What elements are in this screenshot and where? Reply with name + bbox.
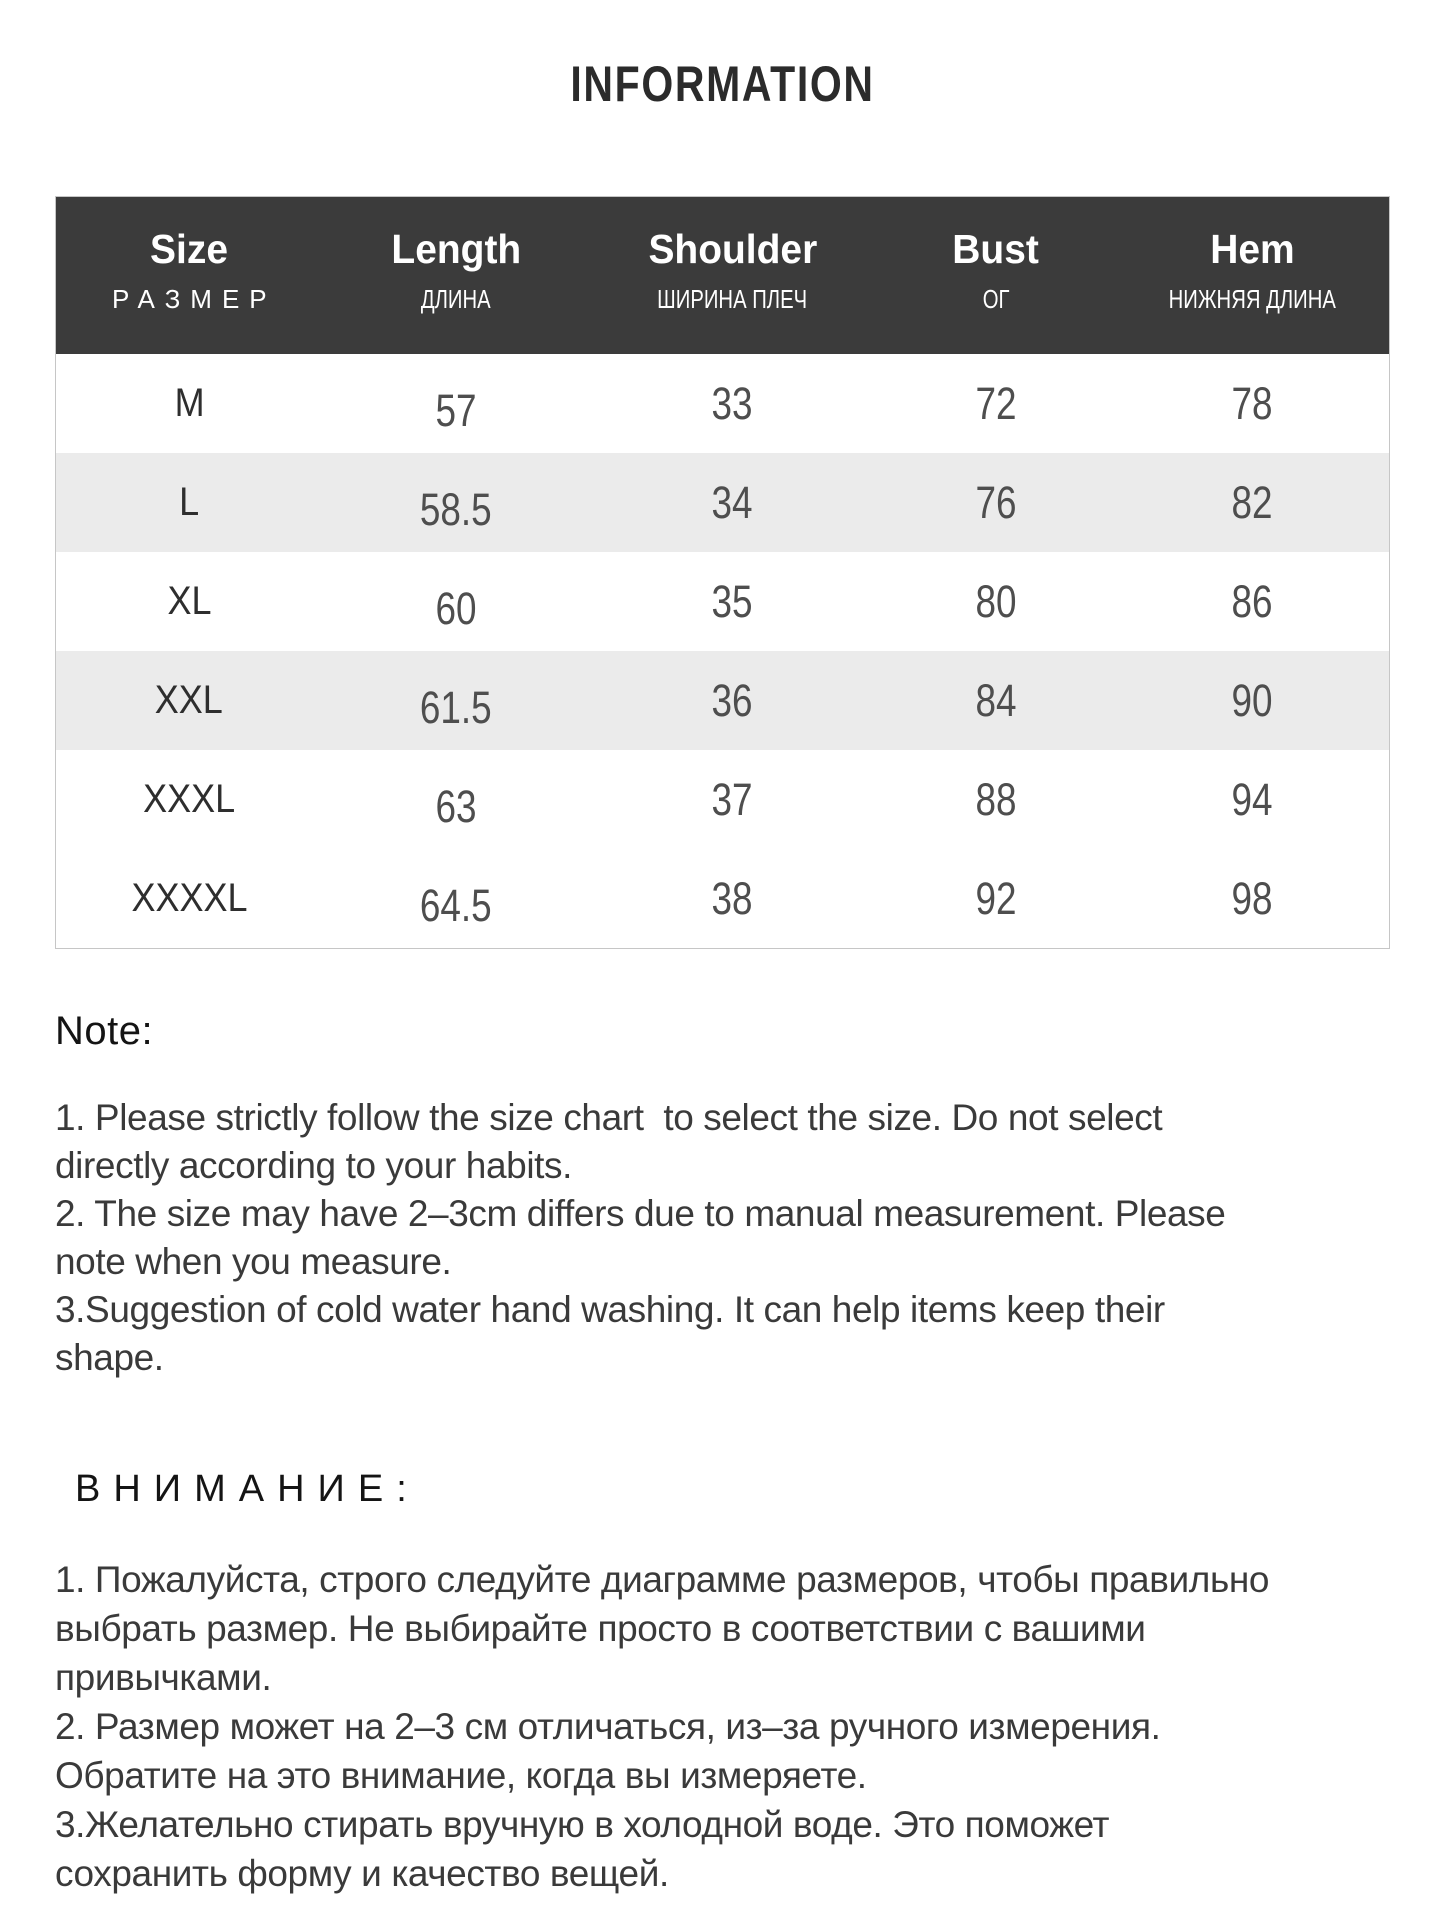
bust-value: 80: [975, 575, 1017, 627]
column-header-shoulder-ru: ШИРИНА ПЛЕЧ: [657, 284, 808, 314]
size-chart-table: [55, 196, 1390, 949]
column-header-size: [56, 197, 323, 354]
note-line: 1. Please strictly follow the size chart to select the size. Do not select: [55, 1097, 1163, 1138]
note-text-english: [55, 1094, 1445, 1382]
bust-value: 76: [975, 476, 1017, 528]
shoulder-value: 34: [711, 476, 754, 528]
hem-value: 90: [1231, 674, 1273, 726]
size-value: M: [174, 381, 205, 425]
note-line: 2. Размер может на 2–3 см отличаться, из–за ручного измерения.: [55, 1706, 1161, 1747]
column-header-shoulder: [589, 197, 876, 354]
column-header-size-en: Size: [150, 226, 229, 272]
column-header-bust-ru: ОГ: [982, 284, 1010, 314]
column-header-length-ru: ДЛИНА: [420, 284, 491, 314]
hem-value: 94: [1231, 773, 1273, 825]
page-title-text: INFORMATION: [570, 56, 875, 112]
column-header-hem: [1116, 197, 1389, 354]
length-value: 58.5: [419, 483, 492, 535]
shoulder-value: 33: [711, 377, 754, 429]
note-line: сохранить форму и качество вещей.: [55, 1853, 669, 1894]
bust-value: 92: [975, 872, 1017, 924]
note-line: directly according to your habits.: [55, 1145, 572, 1186]
table-row-l: [56, 453, 1389, 552]
page-title: [0, 55, 1445, 113]
hem-value: 78: [1231, 377, 1273, 429]
column-header-size-ru: РАЗМЕР: [111, 284, 277, 314]
hem-value: 98: [1231, 872, 1273, 924]
length-value: 57: [435, 384, 477, 436]
note-line: привычками.: [55, 1657, 272, 1698]
note-section-russian: [55, 1468, 1445, 1898]
note-line: 1. Пожалуйста, строго следуйте диаграмме размеров, чтобы правильно: [55, 1559, 1270, 1600]
shoulder-value: 38: [711, 872, 754, 924]
note-line: Обратите на это внимание, когда вы измеряете.: [55, 1755, 867, 1796]
note-heading-russian: ВНИМАНИЕ:: [75, 1468, 420, 1510]
note-line: note when you measure.: [55, 1241, 452, 1282]
table-row-xxl: [56, 651, 1389, 750]
size-chart-header-row: [56, 197, 1389, 354]
size-value: XL: [167, 579, 212, 623]
note-line: shape.: [55, 1337, 164, 1378]
column-header-bust: [876, 197, 1116, 354]
note-line: 3.Suggestion of cold water hand washing. It can help items keep their: [55, 1289, 1165, 1330]
shoulder-value: 37: [711, 773, 754, 825]
bust-value: 84: [975, 674, 1017, 726]
note-line: выбрать размер. Не выбирайте просто в соответствии с вашими: [55, 1608, 1146, 1649]
hem-value: 86: [1231, 575, 1273, 627]
size-chart-body: [56, 354, 1389, 948]
length-value: 63: [435, 780, 477, 832]
note-line: 3.Желательно стирать вручную в холодной воде. Это поможет: [55, 1804, 1110, 1845]
length-value: 64.5: [419, 879, 492, 931]
bust-value: 88: [975, 773, 1017, 825]
column-header-length-en: Length: [390, 226, 521, 272]
note-section-english: [55, 1009, 1445, 1382]
shoulder-value: 35: [711, 575, 754, 627]
table-row-m: [56, 354, 1389, 453]
length-value: 61.5: [419, 681, 492, 733]
table-row-xl: [56, 552, 1389, 651]
column-header-bust-en: Bust: [952, 226, 1040, 272]
note-heading-english: Note:: [55, 1009, 154, 1053]
bust-value: 72: [975, 377, 1017, 429]
shoulder-value: 36: [711, 674, 754, 726]
column-header-hem-en: Hem: [1210, 226, 1295, 272]
length-value: 60: [435, 582, 477, 634]
size-value: XXXXL: [131, 876, 248, 920]
column-header-shoulder-en: Shoulder: [648, 226, 817, 272]
size-value: XXXL: [143, 777, 236, 821]
size-value: L: [179, 480, 200, 524]
column-header-length: [323, 197, 590, 354]
table-row-xxxxl: [56, 849, 1389, 948]
size-value: XXL: [155, 678, 224, 722]
table-row-xxxl: [56, 750, 1389, 849]
column-header-hem-ru: НИЖНЯЯ ДЛИНА: [1168, 284, 1336, 314]
note-line: 2. The size may have 2–3cm differs due to manual measurement. Please: [55, 1193, 1226, 1234]
note-text-russian: [55, 1555, 1445, 1898]
hem-value: 82: [1231, 476, 1273, 528]
